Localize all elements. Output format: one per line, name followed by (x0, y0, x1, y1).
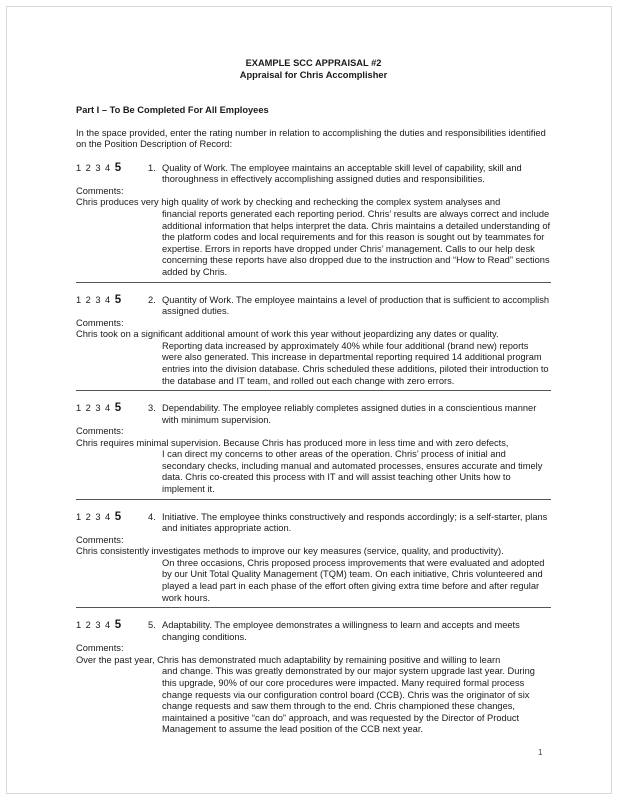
rating-option[interactable]: 5 (114, 161, 122, 174)
item-number: 3. (148, 403, 156, 414)
appraisal-item (76, 620, 551, 736)
comment-first-line: Chris took on a significant additional amount of work this year without jeopardizing any dates or quality. (76, 329, 499, 340)
item-header (76, 512, 551, 535)
rating-option[interactable]: 5 (114, 510, 122, 523)
comment-first-line: Chris consistently investigates methods to improve our key measures (service, quality, and productivity). (76, 546, 504, 557)
document-body (76, 58, 551, 736)
appraisal-item (76, 295, 551, 392)
comments-label: Comments: (76, 534, 124, 545)
rating-option[interactable]: 4 (105, 620, 111, 631)
item-number: 1. (148, 162, 156, 173)
rating-option[interactable]: 2 (85, 162, 91, 173)
rating-option[interactable]: 1 (76, 511, 82, 522)
comment-text (76, 655, 551, 736)
rating-option[interactable]: 2 (85, 511, 91, 522)
item-number: 5. (148, 620, 156, 631)
rating-option[interactable]: 4 (105, 294, 111, 305)
item-description: Initiative. The employee thinks constructively and responds accordingly; is a self-starter, plans and initiates appropriate action. (162, 511, 548, 534)
item-description: Adaptability. The employee demonstrates a willingness to learn and accepts and meets changing conditions. (162, 620, 520, 642)
item-header (76, 163, 551, 186)
rating-option[interactable]: 4 (105, 403, 111, 414)
rating-option[interactable]: 3 (95, 620, 101, 631)
rating-option[interactable]: 1 (76, 403, 82, 414)
comment-text (76, 438, 551, 496)
rating-option[interactable]: 4 (105, 162, 111, 173)
rating-option[interactable]: 5 (114, 293, 122, 306)
item-description: Quality of Work. The employee maintains an acceptable skill level of capability, skill and thoroughness in effectively accomplishing assigned duties and responsibilities. (162, 162, 522, 185)
rating-option[interactable]: 2 (85, 403, 91, 414)
rating-option[interactable]: 3 (95, 294, 101, 305)
appraisal-item (76, 512, 551, 609)
section-divider (76, 499, 551, 500)
rating-option[interactable]: 3 (95, 162, 101, 173)
rating-option[interactable]: 5 (114, 402, 122, 415)
rating-option[interactable]: 3 (95, 511, 101, 522)
comment-text (76, 329, 551, 387)
comments-label: Comments: (76, 185, 124, 196)
intro-paragraph: In the space provided, enter the rating number in relation to accomplishing the duties and responsibilities identified on the Position Description of Record: (76, 127, 546, 150)
comment-first-line: Chris requires minimal supervision. Because Chris has produced more in less time and with zero defects, (76, 437, 509, 448)
title-line-2: Appraisal for Chris Accomplisher (239, 69, 388, 80)
page-number: 1 (538, 748, 543, 757)
rating-option[interactable]: 1 (76, 294, 82, 305)
rating-option[interactable]: 4 (105, 511, 111, 522)
item-header (76, 295, 551, 318)
comment-continuation: Reporting data increased by approximately 40% while four additional (brand new) reports were also generated. This increase in departmental reporting required 14 additional program entries into the division database. Chris scheduled these additions, piloted their introduction to the database and IT team, and rolled out each change with zero errors. (162, 340, 549, 386)
comment-continuation: financial reports generated each reporting period. Chris’ results are always correct and include additional information that helps interpret the data. Chris maintains a detailed understanding of the platform codes and local requirements and for this reason is sought out by teammates for expertise. Errors in reports have dropped under Chris’ management. Calls to our help desk concerning these reports have also dropped due to the instruction and “How to Read” sections added by Chris. (162, 208, 551, 277)
rating-option[interactable]: 3 (95, 403, 101, 414)
comment-continuation: I can direct my concerns to other areas of the operation. Chris’ process of initial and secondary checks, including manual and automated processes, ensures accurate and timely data. Chris co-created this process with IT and will assist teaching other Units how to implement it. (162, 449, 543, 495)
comment-continuation: and change. This was greatly demonstrated by our major system upgrade last year. During this upgrade, 90% of our core procedures were impacted. Many required formal process change requests via our configuration control board (CCB). Chris was the originator of six change requests and saw them through to the end. Chris championed these changes, maintained a positive “can do” approach, and was requested by the Director of Product Management to assume the lead position of the CCB next year. (162, 666, 535, 735)
comments-label: Comments: (76, 317, 124, 328)
item-header (76, 620, 551, 643)
rating-option[interactable]: 1 (76, 620, 82, 631)
item-number: 2. (148, 294, 156, 305)
appraisal-item (76, 403, 551, 500)
item-description: Quantity of Work. The employee maintains a level of production that is sufficient to accomplish assigned duties. (162, 294, 550, 317)
section-divider (76, 607, 551, 608)
rating-option[interactable]: 1 (76, 162, 82, 173)
rating-option[interactable]: 2 (85, 294, 91, 305)
rating-scale (76, 295, 121, 307)
comment-continuation: On three occasions, Chris proposed process improvements that were evaluated and adopted by our Unit Total Quality Management (TQM) team. On each initiative, Chris volunteered and played a lead part in each phase of the effort often giving extra time before and after regular work hours. (162, 557, 545, 603)
title-line-1: EXAMPLE SCC APPRAISAL #2 (245, 58, 382, 68)
comment-first-line: Chris produces very high quality of work by checking and rechecking the complex system analyses and (76, 197, 501, 208)
section-divider (76, 282, 551, 283)
comment-first-line: Over the past year, Chris has demonstrated much adaptability by remaining positive and willing to learn (76, 654, 501, 665)
comments-label: Comments: (76, 426, 124, 437)
appraisal-item (76, 163, 551, 283)
rating-option[interactable]: 2 (85, 620, 91, 631)
comments-label: Comments: (76, 643, 124, 654)
appraisal-items (76, 163, 551, 736)
document-title (76, 58, 551, 81)
comment-text (76, 197, 551, 278)
rating-scale (76, 512, 121, 524)
item-number: 4. (148, 511, 156, 522)
rating-scale (76, 163, 121, 175)
rating-scale (76, 403, 121, 415)
comment-text (76, 546, 551, 604)
part-heading: Part I – To Be Completed For All Employees (76, 105, 269, 115)
rating-option[interactable]: 5 (114, 619, 122, 632)
item-header (76, 403, 551, 426)
item-description: Dependability. The employee reliably completes assigned duties in a conscientious manner with minimum supervision. (162, 403, 537, 425)
rating-scale (76, 620, 121, 632)
section-divider (76, 390, 551, 391)
